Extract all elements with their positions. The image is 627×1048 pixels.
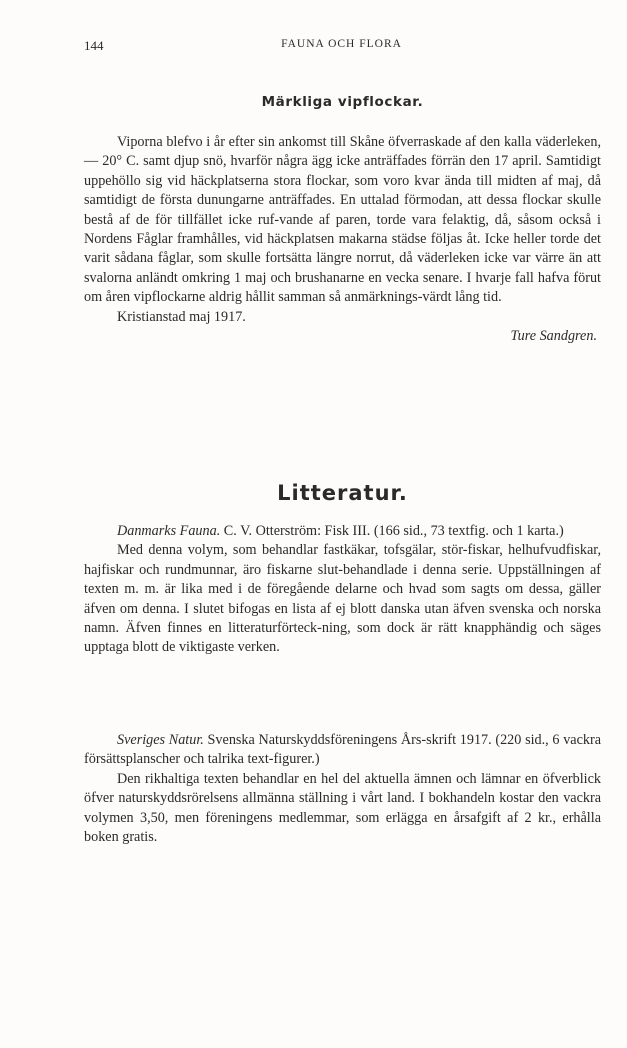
review-body: Den rikhaltiga texten behandlar en hel del aktuella ämnen och lämnar en öfverblick öfver naturskyddsrörelsens allmänna ställning i vårt land. I bokhandeln kostar den vackra volymen 3,50, men föreningens medlemmar, som erlägga en årsafgift af 2 kr., erhålla boken gratis. [84, 770, 601, 846]
article-vipflockar [84, 133, 601, 346]
review-title: Danmarks Fauna. [117, 523, 221, 539]
review-citation [84, 731, 601, 770]
review-sveriges-natur [84, 731, 601, 847]
section-heading-litteratur: Litteratur. [277, 481, 408, 505]
author-signature: Ture Sandgren. [510, 328, 597, 345]
review-citation [84, 522, 601, 541]
page-number: 144 [84, 38, 104, 53]
review-citation-text: C. V. Otterström: Fisk III. (166 sid., 73 textfig. och 1 karta.) [220, 523, 564, 539]
running-title: FAUNA OCH FLORA [281, 38, 402, 50]
review-citation-text: Svenska Naturskyddsföreningens Års-skrift 1917. (220 sid., 6 vackra försättsplanscher och talrika text-figurer.) [84, 732, 601, 768]
running-header [84, 38, 599, 53]
section-heading-vipflockar: Märkliga vipflockar. [261, 94, 424, 110]
article-paragraph: Viporna blefvo i år efter sin ankomst till Skåne öfverraskade af den kalla väderleken, — 20° C. samt djup snö, hvarför några ägg icke anträffades förrän den 17 april. Samtidigt uppehöllo sig vid häckplatserna stora flockar, som voro kvar ända till midten af maj, då samtidigt de första dunungarne anträffades. En uttalad förmodan, att dessa flockar skulle bestå af de för tillfället icke ruf-vande af paren, torde vara felaktig, då, såsom också i Nordens Fåglar framhålles, vid häckplatsen makarna städse följas åt. Icke heller torde det varit sådana fåglar, som skulle fortsätta längre norrut, då väderleken icke var värre än att svalorna anländt omkring 1 maj och brushanarne en vecka senare. I hvarje fall hafva förut om åren vipflockarne aldrig hållit samman så anmärknings-värdt lång tid. [84, 134, 601, 306]
review-body: Med denna volym, som behandlar fastkäkar, tofsgälar, stör-fiskar, helhufvudfiskar, hajfiskar och rundmunnar, äro fiskarne slut-behandlade i denna serie. Uppställningen af texten m. m. är lika med i de föregående delarne och hvad som sagts om dessa, gäller äfven om denna. I slutet bifogas en lista af ej blott danska utan äfven svenska och norska namn. Äfven finnes en litteraturförteck-ning, som dock är rätt knapphändig och säges upptaga blott de viktigaste verken. [84, 542, 601, 656]
place-date: Kristianstad maj 1917. [117, 308, 246, 325]
review-danmarks-fauna [84, 522, 601, 658]
review-title: Sveriges Natur. [117, 732, 204, 748]
